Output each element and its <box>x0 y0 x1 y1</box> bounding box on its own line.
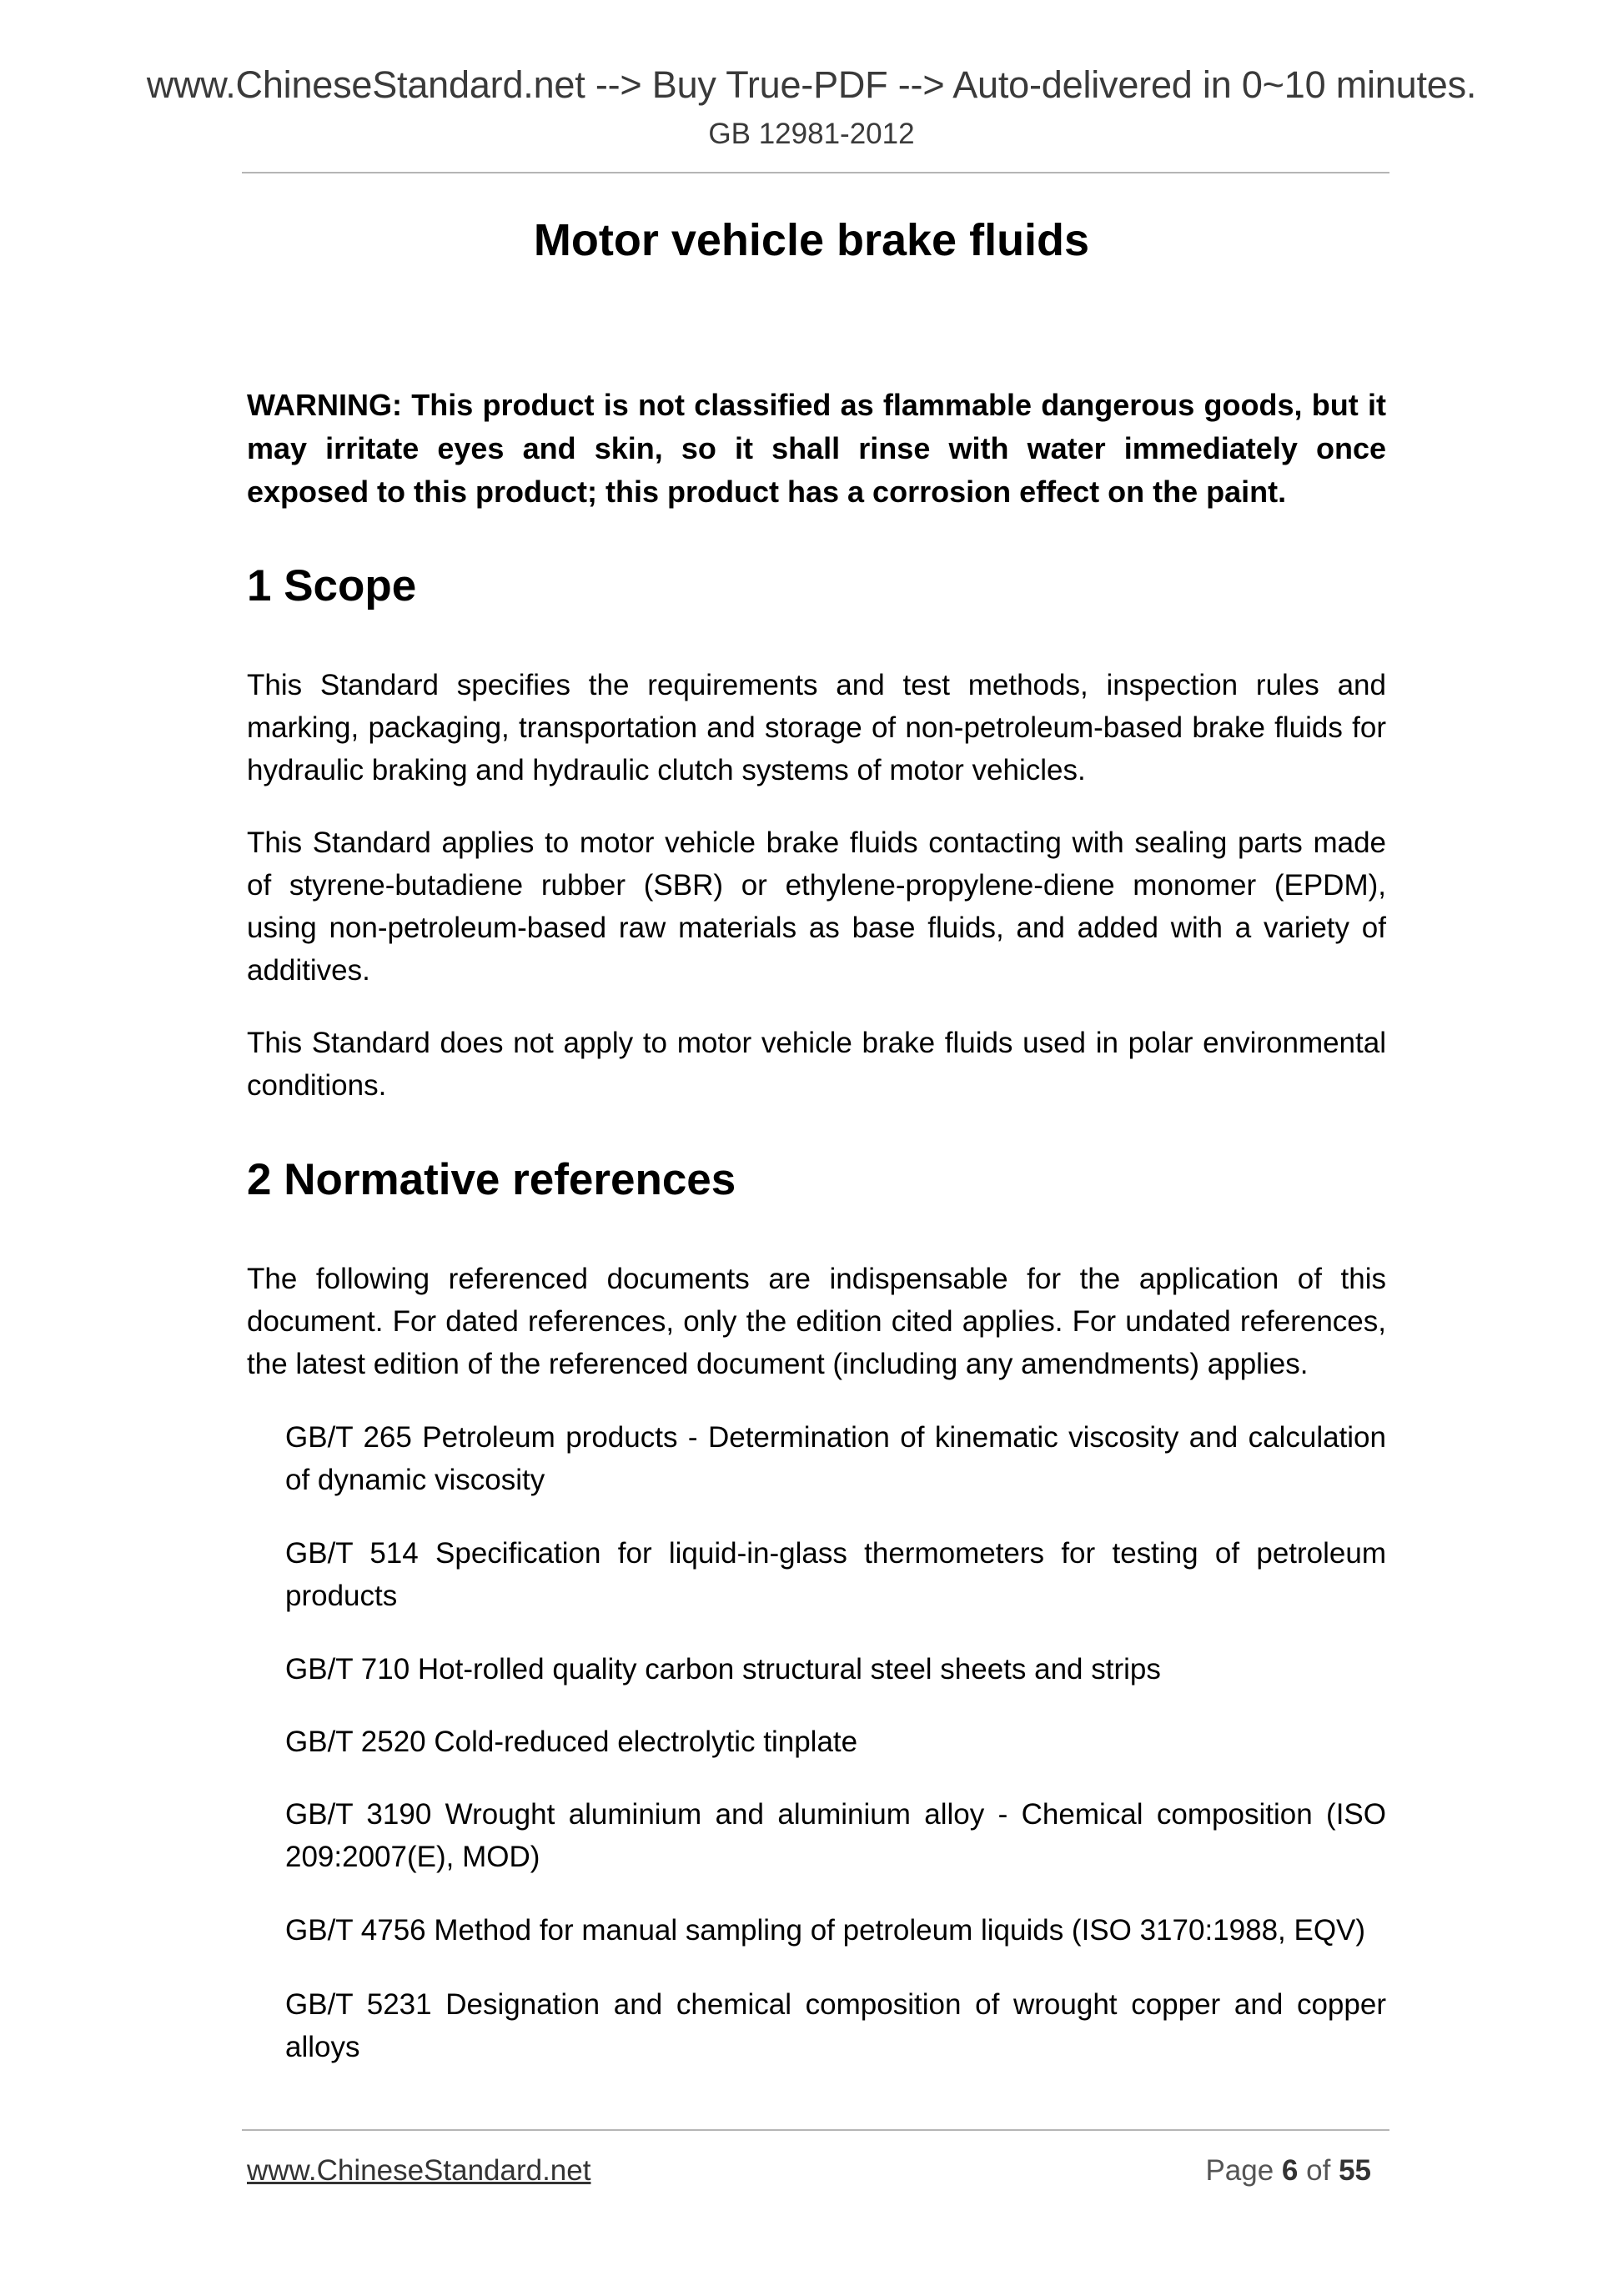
reference-item: GB/T 2520 Cold-reduced electrolytic tinplate <box>285 1726 858 1758</box>
footer-website-link[interactable]: www.ChineseStandard.net <box>247 2154 591 2187</box>
footer-divider <box>242 2129 1389 2131</box>
page-prefix: Page <box>1205 2154 1274 2187</box>
page-total: 55 <box>1339 2154 1371 2187</box>
scope-paragraph: This Standard applies to motor vehicle brake fluids contacting with sealing parts made of styrene-butadiene rubber (SBR) or ethylene-propylene-diene monomer (EPDM), using non-petroleum-based raw materials as base fluids, and added with a variety of additives. <box>247 826 1386 987</box>
page-of: of <box>1306 2154 1331 2187</box>
section-heading-scope: 1 Scope <box>247 561 417 610</box>
reference-item: GB/T 265 Petroleum products - Determination of kinematic viscosity and calculation of dynamic viscosity <box>285 1421 1386 1496</box>
scope-paragraph: This Standard does not apply to motor vehicle brake fluids used in polar environmental conditions. <box>247 1027 1386 1102</box>
reference-item: GB/T 710 Hot-rolled quality carbon structural steel sheets and strips <box>285 1653 1161 1686</box>
warning-text: WARNING: This product is not classified as flammable dangerous goods, but it may irritate eyes and skin, so it shall rinse with water immediately once exposed to this product; this product has a corrosion effect on the paint. <box>247 388 1386 509</box>
scope-paragraph: This Standard specifies the requirements and test methods, inspection rules and marking, packaging, transportation and storage of non-petroleum-based brake fluids for hydraulic braking and hydraulic clutch systems of motor vehicles. <box>247 669 1386 786</box>
reference-item: GB/T 4756 Method for manual sampling of petroleum liquids (ISO 3170:1988, EQV) <box>285 1914 1366 1947</box>
section-heading-normative-references: 2 Normative references <box>247 1155 736 1204</box>
standard-number: GB 12981-2012 <box>708 118 915 150</box>
header-divider <box>242 172 1389 173</box>
page-number <box>1205 2154 1371 2188</box>
header-banner: www.ChineseStandard.net --> Buy True-PDF --> Auto-delivered in 0~10 minutes. <box>146 63 1477 106</box>
reference-item: GB/T 3190 Wrought aluminium and aluminium alloy - Chemical composition (ISO 209:2007(E), MOD) <box>285 1798 1386 1873</box>
document-title: Motor vehicle brake fluids <box>533 215 1090 265</box>
page-current: 6 <box>1281 2154 1299 2187</box>
references-intro: The following referenced documents are indispensable for the application of this document. For dated references, only the edition cited applies. For undated references, the latest edition of the referenced document (including any amendments) applies. <box>247 1263 1386 1380</box>
reference-item: GB/T 5231 Designation and chemical composition of wrought copper and copper alloys <box>285 1988 1386 2063</box>
reference-item: GB/T 514 Specification for liquid-in-glass thermometers for testing of petroleum products <box>285 1537 1386 1612</box>
